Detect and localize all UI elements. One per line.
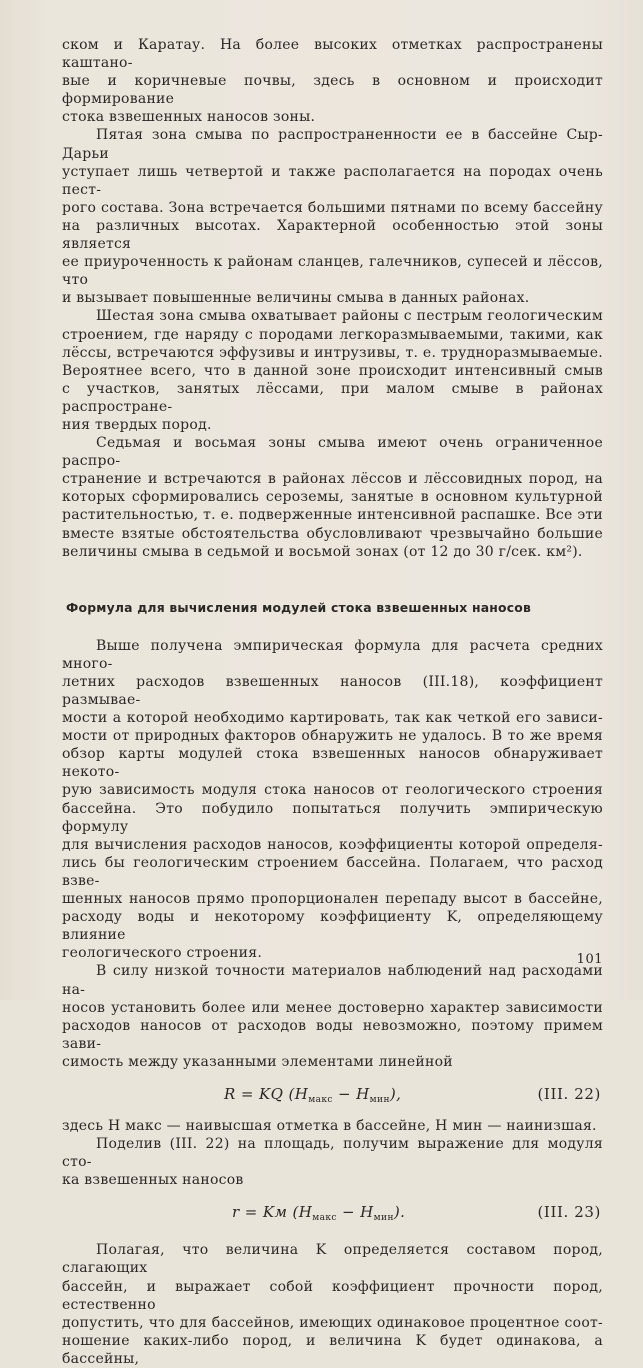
text-line: рую зависимость модуля стока наносов от геологического строения [62, 782, 603, 799]
page-number: 101 [576, 952, 603, 967]
text-line: шенных наносов прямо пропорционален перепаду высот в бассейне, [62, 891, 603, 908]
section-heading: Формула для вычисления модулей стока взвешенных наносов [66, 599, 532, 615]
text-line: В силу низкой точности материалов наблюдений над расходами на- [62, 963, 603, 998]
text-line: Седьмая и восьмая зоны смыва имеют очень ограниченное распро- [62, 435, 603, 470]
paragraph-2 [62, 126, 603, 289]
formula-expression: r = Kм $(H_{макс} - H_{мин})$. [232, 1203, 406, 1224]
text-line: Шестая зона смыва охватывает районы с пестрым геологическим [96, 308, 603, 325]
paragraph-4-end [62, 543, 603, 561]
paragraph-6-end [62, 1053, 603, 1071]
text-line: бассейн, и выражает собой коэффициент прочности пород, естественно [62, 1278, 603, 1313]
text-line: рого состава. Зона встречается большими пятнами по всему бассейну [62, 199, 603, 216]
text-line: стока взвешенных наносов зоны. [62, 109, 316, 126]
text-line: странение и встречаются в районах лёссов и лёссовидных пород, на [62, 471, 603, 488]
text-line: Пятая зона смыва по распространенности ее в бассейне Сыр-Дарьи [62, 127, 603, 162]
formula-number: (III. 23) [537, 1203, 601, 1222]
paragraph-1-end [62, 108, 603, 126]
text-line: допустить, что для бассейнов, имеющих одинаковое процентное соот- [62, 1314, 603, 1331]
text-line: для вычисления расходов наносов, коэффициенты которой определя- [62, 836, 603, 853]
text-line: здесь H макс — наивысшая отметка в бассейне, H мин — наинизшая. [62, 1117, 597, 1134]
paragraph-8 [62, 1241, 603, 1368]
formula-iii-22 [62, 1075, 603, 1113]
text-line: ния твердых пород. [62, 416, 212, 433]
text-line: симость между указанными элементами линейной [62, 1053, 453, 1070]
text-line: мости a которой необходимо картировать, так как четкой его зависи- [62, 710, 603, 727]
paragraph-1 [62, 36, 603, 108]
text-line: бассейна. Это побудило попытаться получить эмпирическую формулу [62, 800, 603, 835]
text-line: расходов наносов от расходов воды невозможно, поэтому примем зави- [62, 1017, 603, 1052]
text-line: и вызывает повышенные величины смыва в данных районах. [62, 290, 530, 307]
text-line: Выше получена эмпирическая формула для расчета средних много- [62, 637, 603, 672]
paragraph-3 [62, 307, 603, 416]
paragraph-4 [62, 434, 603, 543]
paragraph-2-end [62, 289, 603, 307]
text-line: Вероятнее всего, что в данной зоне происходит интенсивный смыв [62, 362, 603, 379]
paragraph-7-end [62, 1171, 603, 1189]
text-line: ка взвешенных наносов [62, 1172, 244, 1189]
text-line: летних расходов взвешенных наносов (III.18), коэффициент размывае- [62, 673, 603, 708]
text-line: уступает лишь четвертой и также располагается на породах очень пест- [62, 163, 603, 198]
text-line: которых сформировались сероземы, занятые в основном культурной [62, 489, 603, 506]
paragraph-5-end [62, 944, 603, 962]
text-line: лись бы геологическим строением бассейна. Полагаем, что расход взве- [62, 854, 603, 889]
text-line: с участков, занятых лёссами, при малом смыве в районах распростране- [62, 380, 603, 415]
text-line: ее приуроченность к районам сланцев, галечников, супесей и лёссов, что [62, 254, 603, 289]
text-line: на различных высотах. Характерной особенностью этой зоны является [62, 217, 603, 253]
text-line: вместе взятые обстоятельства обусловливают чрезвычайно большие [62, 525, 603, 542]
text-line: Полагая, что величина K определяется составом пород, слагающих [62, 1242, 603, 1277]
formula-iii-23 [62, 1193, 603, 1231]
text-line: расходу воды и некоторому коэффициенту K, определяющему влияние [62, 909, 603, 944]
text-line: мости от природных факторов обнаружить не удалось. В то же время [62, 728, 603, 745]
formula-explanation [62, 1117, 603, 1135]
text-line: обзор карты модулей стока взвешенных наносов обнаруживает некото- [62, 746, 603, 781]
text-line: ском и Каратау. На более высоких отметках распространены каштано- [62, 37, 603, 72]
paragraph-3-end [62, 416, 603, 434]
formula-number: (III. 22) [537, 1084, 601, 1103]
formula-expression: R = KQ $(H_{макс} - H_{мин})$, [224, 1084, 402, 1105]
text-line: растительностью, т. е. подверженные интенсивной распашке. Все эти [62, 507, 603, 524]
paragraph-5 [62, 637, 603, 945]
text-line: величины смыва в седьмой и восьмой зонах (от 12 до 30 г/сек. км²). [62, 543, 583, 560]
text-line: геологического строения. [62, 945, 263, 962]
text-line: ношение каких-либо пород, и величина K будет одинакова, а бассейны, [62, 1332, 603, 1367]
text-line: вые и коричневые почвы, здесь в основном и происходит формирование [62, 73, 603, 108]
paragraph-7 [62, 1135, 603, 1171]
text-line: Поделив (III. 22) на площадь, получим выражение для модуля сто- [62, 1136, 603, 1171]
text-line: лёссы, встречаются эффузивы и интрузивы, т. е. трудноразмываемые. [62, 344, 603, 361]
text-line: носов установить более или менее достоверно характер зависимости [62, 999, 603, 1016]
text-line: строением, где наряду с породами легкоразмываемыми, такими, как [62, 326, 603, 343]
paragraph-6 [62, 962, 603, 1052]
